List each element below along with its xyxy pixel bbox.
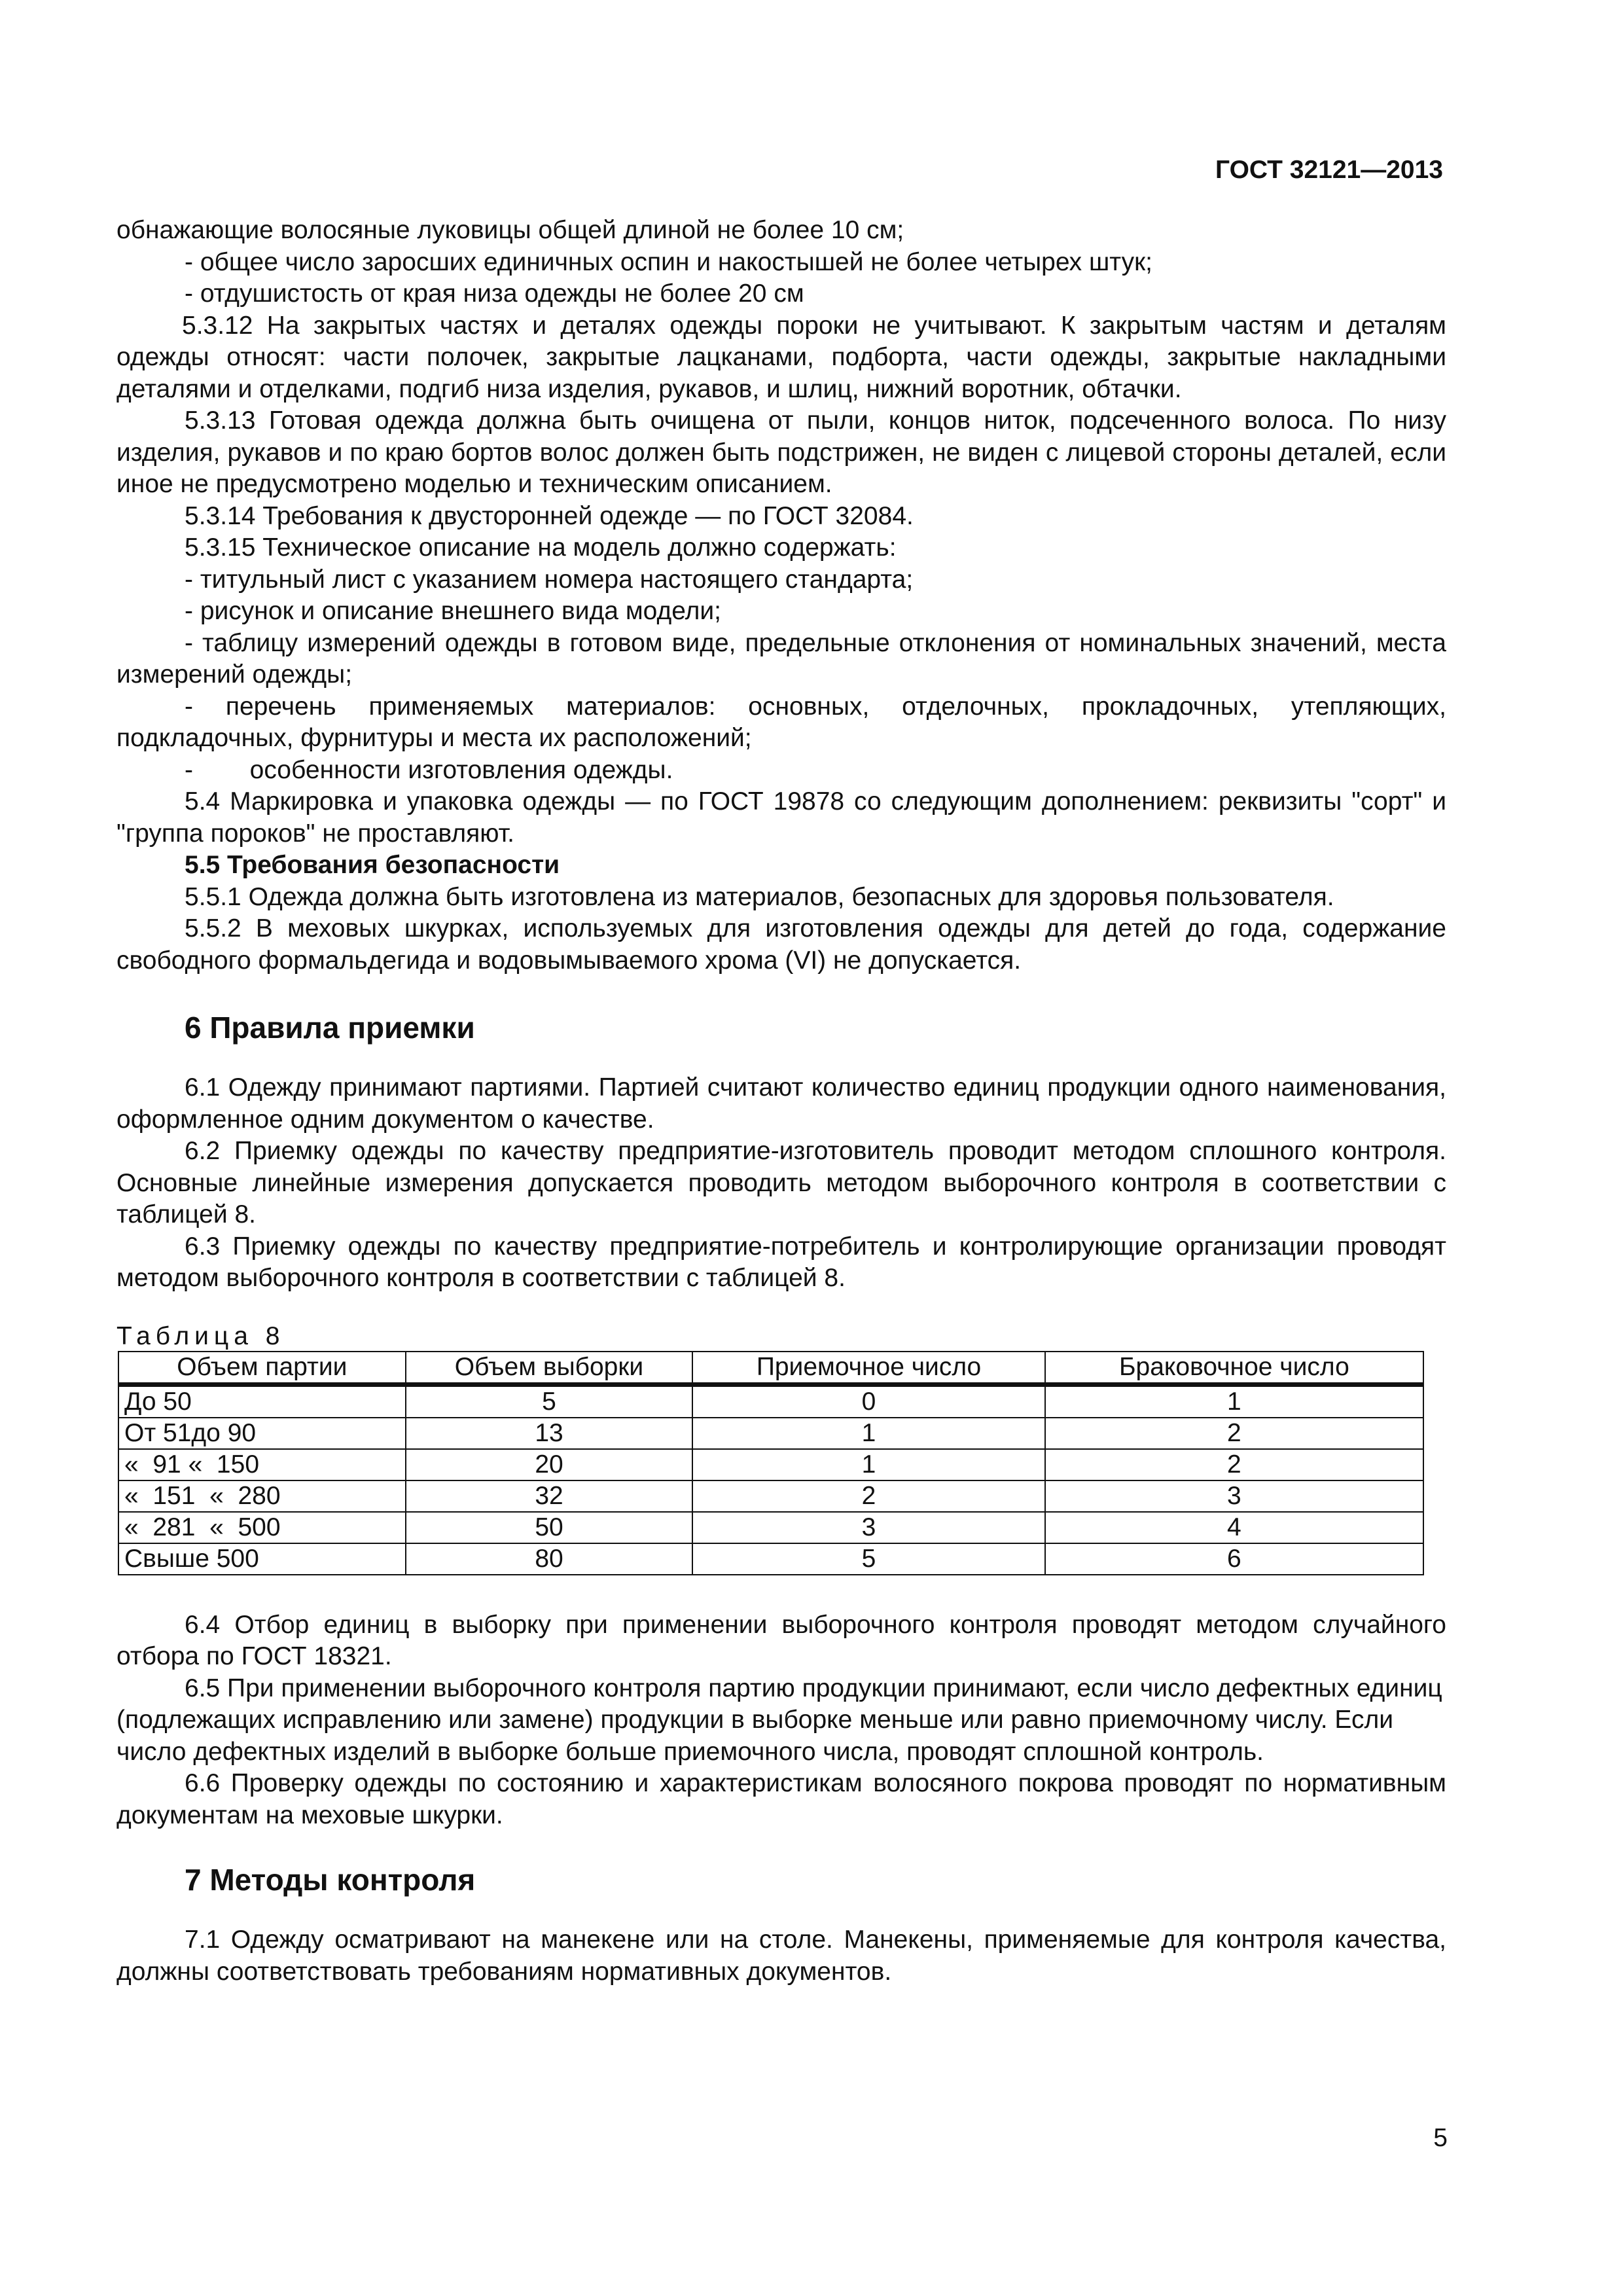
table-cell: 2 [692,1480,1044,1512]
subsection-title-5-5: 5.5 Требования безопасности [185,851,560,879]
table-cell: 3 [1045,1480,1423,1512]
acceptance-table [118,1351,1424,1575]
table-caption: Таблица 8 [116,1321,285,1350]
table-header-cell: Объем партии [118,1352,406,1385]
list-item: - титульный лист с указанием номера настоящего стандарта; [185,565,914,594]
paragraph-7-1: 7.1 Одежду осматривают на манекене или на столе. Манекены, применяемые для контроля качества, должны соответствовать требованиям нормативных документов. [116,1926,1446,1986]
table-header-row [118,1352,1423,1385]
list-item: - таблицу измерений одежды в готовом виде, предельные отклонения от номинальных значений, места измерений одежды; [116,628,1446,689]
table-cell: 32 [406,1480,693,1512]
list-item: - особенности изготовления одежды. [185,755,673,784]
table-header-cell: Объем выборки [406,1352,693,1385]
list-item: - перечень применяемых материалов: основных, отделочных, прокладочных, утепляющих, подкладочных, фурнитуры и места их расположений; [116,692,1446,752]
paragraph-5-3-13: 5.3.13 Готовая одежда должна быть очищена от пыли, концов ниток, подсеченного волоса. По низу изделия, рукавов и по краю бортов волос должен быть подстрижен, не виден с лицевой стороны деталей, если иное не предусмотрено моделью и техническим описанием. [116,406,1446,498]
section-title-7: 7 Методы контроля [185,1863,476,1897]
table-cell: « 91 « 150 [118,1449,406,1480]
table-row [118,1449,1423,1480]
table-cell: 0 [692,1384,1044,1418]
table-cell: 1 [692,1449,1044,1480]
table-cell: До 50 [118,1384,406,1418]
table-cell: 6 [1045,1543,1423,1575]
table-row [118,1480,1423,1512]
table-cell: От 51до 90 [118,1418,406,1449]
document-body [116,215,1446,1988]
table-cell: 13 [406,1418,693,1449]
section-title-6: 6 Правила приемки [185,1011,475,1045]
list-item: - общее число заросших единичных оспин и накостышей не более четырех штук; [185,247,1152,276]
table-row [118,1418,1423,1449]
list-item: - рисунок и описание внешнего вида модели; [185,597,721,625]
table-cell: « 281 « 500 [118,1512,406,1543]
page-number: 5 [1433,2124,1448,2152]
paragraph-6-2: 6.2 Приемку одежды по качеству предприятие-изготовитель проводит методом сплошного контроля. Основные линейные измерения допускается проводить методом выборочного контроля в соответствии с таблицей 8. [116,1137,1446,1229]
paragraph-6-3: 6.3 Приемку одежды по качеству предприятие-потребитель и контролирующие организации проводят методом выборочного контроля в соответствии с таблицей 8. [116,1232,1446,1292]
table-header-cell: Приемочное число [692,1352,1044,1385]
table-cell: 80 [406,1543,693,1575]
paragraph-5-5-1: 5.5.1 Одежда должна быть изготовлена из материалов, безопасных для здоровья пользователя. [185,882,1334,911]
table-row [118,1384,1423,1418]
table-row [118,1512,1423,1543]
table-cell: 2 [1045,1418,1423,1449]
table-cell: 2 [1045,1449,1423,1480]
spacer [116,1575,1446,1609]
table-cell: 1 [1045,1384,1423,1418]
table-cell: 5 [692,1543,1044,1575]
paragraph-5-3-15: 5.3.15 Техническое описание на модель должно содержать: [185,533,897,562]
list-item: - отдушистость от края низа одежды не более 20 см [185,279,804,308]
paragraph-6-1: 6.1 Одежду принимают партиями. Партией считают количество единиц продукции одного наименования, оформленное одним документом о качестве. [116,1073,1446,1134]
paragraph-6-4: 6.4 Отбор единиц в выборку при применении выборочного контроля проводят методом случайного отбора по ГОСТ 18321. [116,1610,1446,1670]
table-row [118,1543,1423,1575]
table-cell: Свыше 500 [118,1543,406,1575]
table-cell: 5 [406,1384,693,1418]
paragraph-5-4: 5.4 Маркировка и упаковка одежды — по ГОСТ 19878 со следующим дополнением: реквизиты "сорт" и "группа пороков" не проставляют. [116,787,1446,848]
document-number-header: ГОСТ 32121—2013 [1215,156,1443,184]
paragraph-5-3-12: 5.3.12 На закрытых частях и деталях одежды пороки не учитывают. К закрытым частям и деталям одежды относят: части полочек, закрытые лацканами, подборта, части одежды, закрытые накладными деталями и отделками, подгиб низа изделия, рукавов, и шлиц, нижний воротник, обтачки. [116,311,1446,403]
paragraph-5-5-2: 5.5.2 В меховых шкурках, используемых для изготовления одежды для детей до года, содержание свободного формальдегида и водовымываемого хрома (VI) не допускается. [116,914,1446,975]
table-cell: 20 [406,1449,693,1480]
table-cell: 4 [1045,1512,1423,1543]
paragraph: обнажающие волосяные луковицы общей длиной не более 10 см; [116,216,904,244]
paragraph-6-5: 6.5 При применении выборочного контроля партию продукции принимают, если число дефектных единиц (подлежащих исправлению или замене) продукции в выборке меньше или равно приемочному числу. Если число дефектных изделий в выборке больше приемочного числа, проводят сплошной контроль. [116,1674,1442,1766]
table-header-cell: Браковочное число [1045,1352,1423,1385]
paragraph-5-3-14: 5.3.14 Требования к двусторонней одежде — по ГОСТ 32084. [185,501,914,530]
paragraph-6-6: 6.6 Проверку одежды по состоянию и характеристикам волосяного покрова проводят по нормативным документам на меховые шкурки. [116,1769,1446,1829]
table-cell: 3 [692,1512,1044,1543]
table-cell: 1 [692,1418,1044,1449]
table-cell: 50 [406,1512,693,1543]
table-cell: « 151 « 280 [118,1480,406,1512]
